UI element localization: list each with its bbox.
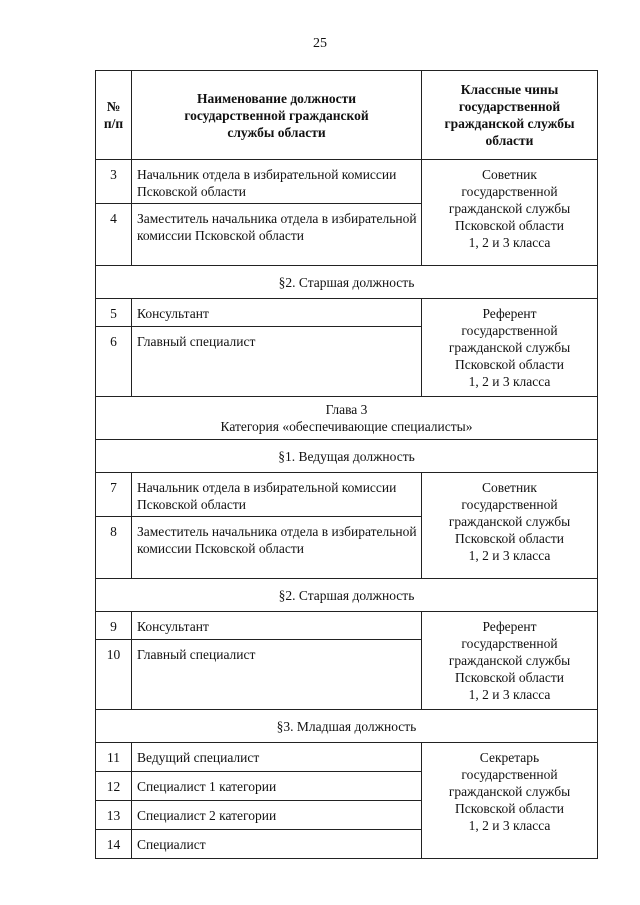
header-class-rank: Классные чины государственной гражданской службы области — [422, 71, 598, 160]
section-title: §2. Старшая должность — [96, 579, 598, 612]
positions-table — [95, 70, 598, 859]
class-rank-cell: Референт государственной гражданской службы Псковской области 1, 2 и 3 класса — [422, 612, 598, 710]
table-row — [96, 473, 598, 517]
row-number: 13 — [96, 801, 132, 830]
position-name: Ведущий специалист — [132, 743, 422, 772]
class-rank-cell: Советник государственной гражданской службы Псковской области 1, 2 и 3 класса — [422, 473, 598, 579]
chapter-row — [96, 397, 598, 440]
position-name: Заместитель начальника отдела в избирательной комиссии Псковской области — [132, 204, 422, 266]
row-number: 5 — [96, 299, 132, 327]
row-number: 14 — [96, 830, 132, 859]
chapter-title: Глава 3 Категория «обеспечивающие специалисты» — [96, 397, 598, 440]
row-number: 4 — [96, 204, 132, 266]
header-position-name: Наименование должности государственной гражданской службы области — [132, 71, 422, 160]
position-name: Главный специалист — [132, 327, 422, 397]
row-number: 8 — [96, 517, 132, 579]
position-name: Консультант — [132, 612, 422, 640]
page-number: 25 — [313, 36, 327, 51]
position-name: Главный специалист — [132, 640, 422, 710]
section-row — [96, 266, 598, 299]
table-row — [96, 299, 598, 327]
row-number: 9 — [96, 612, 132, 640]
row-number: 12 — [96, 772, 132, 801]
position-name: Специалист 1 категории — [132, 772, 422, 801]
table-row — [96, 743, 598, 772]
position-name: Заместитель начальника отдела в избирательной комиссии Псковской области — [132, 517, 422, 579]
position-name: Консультант — [132, 299, 422, 327]
row-number: 6 — [96, 327, 132, 397]
section-row — [96, 710, 598, 743]
section-row — [96, 440, 598, 473]
row-number: 10 — [96, 640, 132, 710]
row-number: 11 — [96, 743, 132, 772]
position-name: Начальник отдела в избирательной комиссии Псковской области — [132, 160, 422, 204]
position-name: Начальник отдела в избирательной комиссии Псковской области — [132, 473, 422, 517]
section-title: §2. Старшая должность — [96, 266, 598, 299]
class-rank-cell: Секретарь государственной гражданской службы Псковской области 1, 2 и 3 класса — [422, 743, 598, 859]
table-row — [96, 612, 598, 640]
table-row — [96, 160, 598, 204]
class-rank-cell: Референт государственной гражданской службы Псковской области 1, 2 и 3 класса — [422, 299, 598, 397]
section-title: §3. Младшая должность — [96, 710, 598, 743]
position-name: Специалист 2 категории — [132, 801, 422, 830]
position-name: Специалист — [132, 830, 422, 859]
row-number: 3 — [96, 160, 132, 204]
section-title: §1. Ведущая должность — [96, 440, 598, 473]
row-number: 7 — [96, 473, 132, 517]
table-header-row — [96, 71, 598, 160]
class-rank-cell: Советник государственной гражданской службы Псковской области 1, 2 и 3 класса — [422, 160, 598, 266]
header-num: № п/п — [96, 71, 132, 160]
section-row — [96, 579, 598, 612]
